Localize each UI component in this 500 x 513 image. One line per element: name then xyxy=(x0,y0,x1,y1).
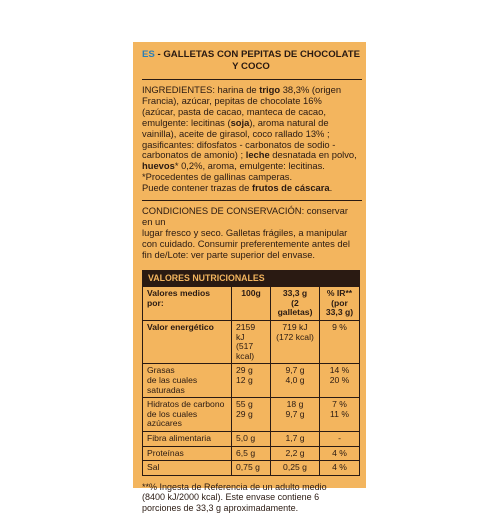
nutrient-label-text: Grasas xyxy=(147,365,175,376)
nutrient-label xyxy=(143,398,232,432)
ingredients-text: . xyxy=(329,182,333,194)
nutrient-label-text: de los cuales azúcares xyxy=(147,408,198,429)
ingredients-text: desnatada en polvo, xyxy=(269,149,357,161)
product-title xyxy=(142,49,360,73)
header-per100 xyxy=(232,287,271,321)
value-portion-text: 9,7 g xyxy=(285,408,305,419)
ingredients-text: vainilla), aceite de girasol, coco rallado 13% ; xyxy=(142,127,330,139)
header-ir xyxy=(320,287,360,321)
value-per100-text: 29 g xyxy=(236,408,253,419)
value-ir-text: 20 % xyxy=(329,374,350,385)
divider xyxy=(142,79,362,80)
value-per100 xyxy=(232,461,271,476)
value-per100 xyxy=(232,364,271,398)
value-per100-text: 6,5 g xyxy=(236,447,256,458)
ingredients-line xyxy=(142,183,360,194)
nutrition-row xyxy=(143,398,360,432)
value-portion xyxy=(271,461,320,476)
language-code: ES xyxy=(142,49,155,60)
value-portion-text: 1,7 g xyxy=(285,432,305,443)
value-portion xyxy=(271,431,320,446)
header-label-text: Valores medios xyxy=(147,288,211,299)
value-per100 xyxy=(232,431,271,446)
ingredients-text: Francia), azúcar, pepitas de chocolate 16% xyxy=(142,94,322,106)
ingredients-text: : harina de xyxy=(212,84,260,95)
value-ir-text: - xyxy=(338,432,341,443)
conservation-line: CONDICIONES DE CONSERVACIÓN: conservar en un xyxy=(142,205,348,227)
ingredients-text: (azúcar, pasta de cacao, manteca de cacao, xyxy=(142,105,326,117)
conservation-block xyxy=(142,206,360,261)
ingredients-block xyxy=(142,85,360,194)
value-ir-text: 11 % xyxy=(330,408,349,419)
value-per100-text: 55 g xyxy=(236,399,253,410)
value-per100 xyxy=(232,320,271,363)
value-portion-text: 4,0 g xyxy=(285,374,305,385)
value-portion-text: 719 kJ xyxy=(282,321,308,332)
conservation-line: fin de/Lote: ver parte superior del envase. xyxy=(142,248,316,260)
value-portion-text: 9,7 g xyxy=(285,365,305,376)
value-per100-text: 0,75 g xyxy=(236,462,260,473)
value-per100-text: 5,0 g xyxy=(236,432,256,443)
value-portion xyxy=(271,398,320,432)
allergen-text: frutos de cáscara xyxy=(251,182,330,194)
ingredients-text: *Procedentes de gallinas camperas. xyxy=(142,171,293,183)
allergen-text: trigo xyxy=(259,84,281,95)
nutrient-label xyxy=(143,446,232,461)
footnote-line: porciones de 33,3 g aproximadamente. xyxy=(142,502,299,513)
value-portion-text: (172 kcal) xyxy=(276,331,314,342)
ingredients-text: emulgente: lecitinas ( xyxy=(142,116,231,128)
value-ir xyxy=(320,364,360,398)
nutrient-label xyxy=(143,431,232,446)
footnote xyxy=(142,482,360,513)
nutrient-label-text: de las cuales saturadas xyxy=(147,374,198,395)
nutrient-label xyxy=(143,364,232,398)
nutrition-row xyxy=(143,320,360,363)
header-label xyxy=(143,287,232,321)
nutrition-row xyxy=(143,461,360,476)
nutrition-row xyxy=(143,431,360,446)
ingredients-text: INGREDIENTES xyxy=(142,84,213,95)
value-per100 xyxy=(232,398,271,432)
nutrition-table xyxy=(142,270,360,476)
nutrient-label xyxy=(143,461,232,476)
footnote-line: **% Ingesta de Referencia de un adulto medio xyxy=(142,481,327,492)
value-per100-text: 12 g xyxy=(236,374,253,385)
value-per100 xyxy=(232,446,271,461)
nutrition-header-row xyxy=(143,287,360,321)
nutrient-label xyxy=(143,320,232,363)
value-ir xyxy=(320,446,360,461)
header-portion-text: (2 galletas) xyxy=(277,297,313,318)
allergen-text: huevos xyxy=(142,160,175,172)
nutrient-label-text: Sal xyxy=(147,462,160,473)
value-ir-text: 14 % xyxy=(329,365,350,376)
allergen-text: soja xyxy=(230,116,250,128)
ingredients-text: * 0,2%, aroma, emulgente: lecitinas. xyxy=(174,160,325,172)
value-ir-text: 4 % xyxy=(332,462,347,473)
ingredients-text: gasificantes: difosfatos - carbonatos de sodio - xyxy=(142,138,336,150)
title-line1: - GALLETAS CON PEPITAS DE CHOCOLATE xyxy=(154,49,361,60)
title-line2: Y COCO xyxy=(232,61,270,72)
ingredients-text: Puede contener trazas de xyxy=(142,182,252,194)
header-ir-text: % IR** xyxy=(326,288,353,299)
value-ir xyxy=(320,461,360,476)
conservation-line: lugar fresco y seco. Galletas frágiles, a manipular xyxy=(142,226,348,238)
value-portion xyxy=(271,364,320,398)
footnote-line: (8400 kJ/2000 kcal). Este envase contiene 6 xyxy=(142,492,320,503)
header-portion xyxy=(271,287,320,321)
ingredients-text: carbonatos de amonio) ; xyxy=(142,149,246,161)
value-ir xyxy=(320,398,360,432)
value-portion xyxy=(271,446,320,461)
value-ir xyxy=(320,320,360,363)
nutrition-row xyxy=(143,446,360,461)
nutrient-label-text: Proteínas xyxy=(147,447,184,458)
ingredients-text: ), aroma natural de xyxy=(249,116,329,128)
divider xyxy=(142,200,362,201)
value-ir-text: 4 % xyxy=(332,447,347,458)
value-per100-text: (517 kcal) xyxy=(236,341,255,361)
value-portion-text: 18 g xyxy=(286,399,304,410)
value-portion xyxy=(271,320,320,363)
value-portion-text: 0,25 g xyxy=(283,462,307,473)
nutrient-label-text: Fibra alimentaria xyxy=(147,432,211,443)
header-per100-text: 100g xyxy=(241,288,261,299)
nutrition-row xyxy=(143,364,360,398)
value-per100-text: 29 g xyxy=(236,365,253,376)
ingredients-text: 38,3% (origen xyxy=(280,84,342,95)
value-per100-text: 2159 kJ xyxy=(236,321,256,342)
value-portion-text: 2,2 g xyxy=(285,447,305,458)
header-ir-text: (por 33,3 g) xyxy=(325,297,354,318)
conservation-line: con cuidado. Consumir preferentemente antes del xyxy=(142,237,350,249)
label-panel xyxy=(133,42,366,513)
nutrient-label-text: Hidratos de carbono xyxy=(147,399,225,410)
value-ir-text: 7 % xyxy=(332,399,347,410)
header-label-text: por: xyxy=(147,297,164,308)
allergen-text: leche xyxy=(245,149,270,161)
header-portion-text: 33,3 g xyxy=(282,288,308,299)
value-ir-text: 9 % xyxy=(332,321,347,332)
nutrient-label-text: Valor energético xyxy=(147,321,214,332)
nutrition-heading: VALORES NUTRICIONALES xyxy=(143,270,360,287)
value-ir xyxy=(320,431,360,446)
